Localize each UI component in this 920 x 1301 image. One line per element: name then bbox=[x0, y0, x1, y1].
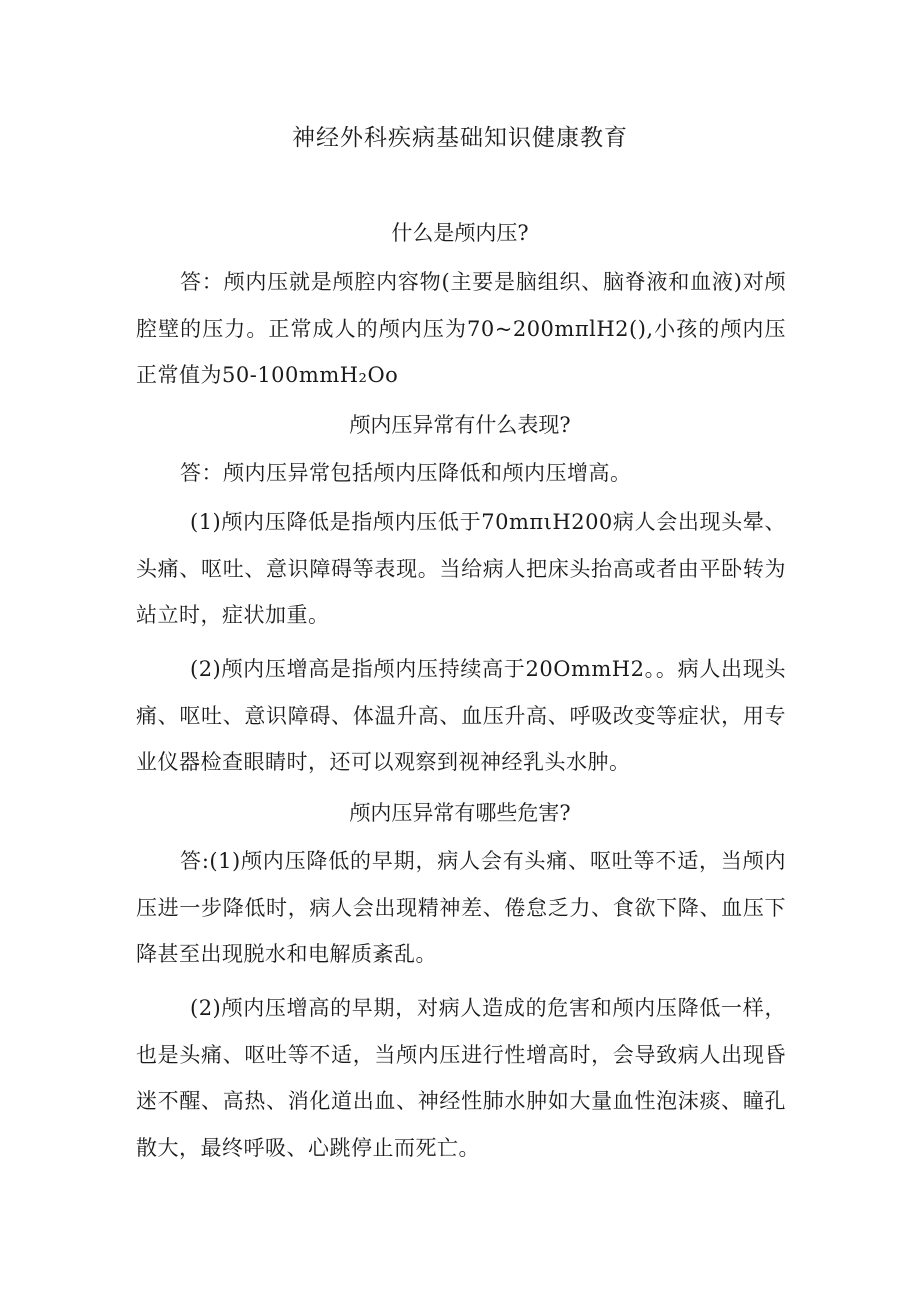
paragraph-icp-low: (1)颅内压降低是指颅内压低于70mπιH200病人会出现头晕、头痛、呕吐、意识障碍等表现。当给病人把床头抬高或者由平卧转为站立时，症状加重。 bbox=[136, 510, 786, 627]
paragraph-danger-low: 答:(1)颅内压降低的早期，病人会有头痛、呕吐等不适，当颅内压进一步降低时，病人会出现精神差、倦怠乏力、食欲下降、血压下降甚至出现脱水和电解质紊乱。 bbox=[136, 849, 786, 966]
document-title: 神经外科疾病基础知识健康教育 bbox=[292, 125, 628, 151]
section-heading-what-is-icp: 什么是颅内压? bbox=[391, 221, 529, 245]
paragraph-icp-high: (2)颅内压增高是指颅内压持续高于20OmmH2。。病人出现头痛、呕吐、意识障碍、体温升高、血压升高、呼吸改变等症状，用专业仪器检查眼睛时，还可以观察到视神经乳头水肿。 bbox=[136, 657, 786, 774]
paragraph-icp-abnormal-intro: 答：颅内压异常包括颅内压降低和颅内压增高。 bbox=[180, 461, 632, 485]
section-heading-icp-dangers: 颅内压异常有哪些危害? bbox=[349, 801, 571, 825]
section-heading-icp-symptoms: 颅内压异常有什么表现? bbox=[349, 413, 571, 437]
paragraph-icp-definition: 答：颅内压就是颅腔内容物(主要是脑组织、脑脊液和血液)对颅腔壁的压力。正常成人的颅内压为70~200mπlH2(),小孩的颅内压正常值为50-100mmH₂Oo bbox=[136, 270, 786, 387]
paragraph-danger-high: (2)颅内压增高的早期，对病人造成的危害和颅内压降低一样，也是头痛、呕吐等不适，当颅内压进行性增高时，会导致病人出现昏迷不醒、高热、消化道出血、神经性肺水肿如大量血性泡沫痰、瞳孔散大，最终呼吸、心跳停止而死亡。 bbox=[136, 996, 786, 1160]
